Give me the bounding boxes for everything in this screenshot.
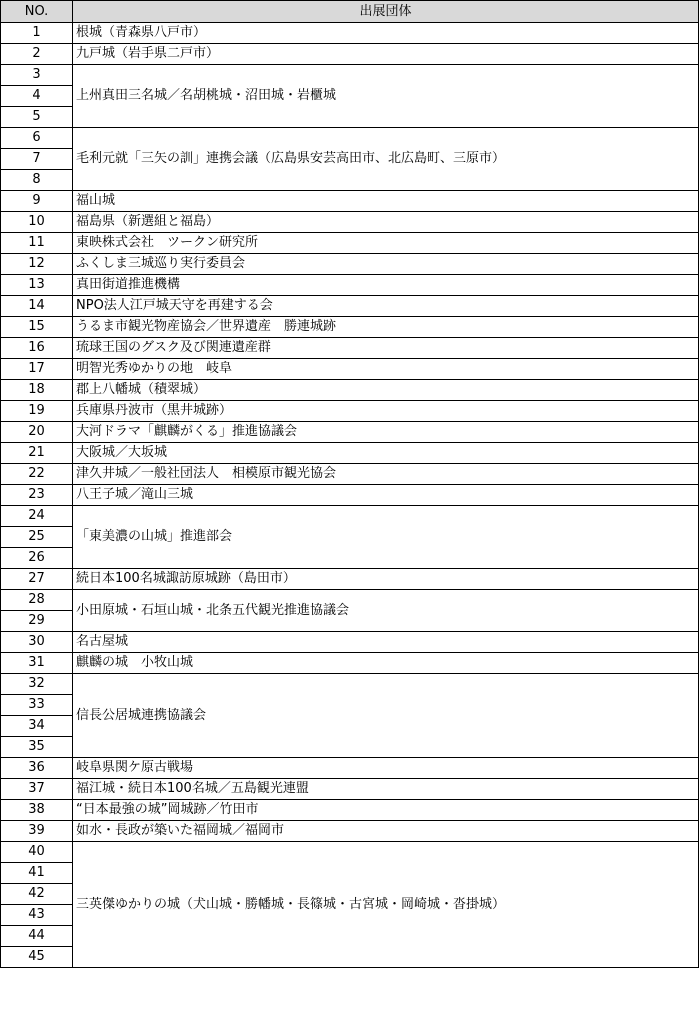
row-number: 15 [1,317,73,338]
row-number: 11 [1,233,73,254]
row-number: 7 [1,149,73,170]
exhibitor-name: うるま市観光物産協会／世界遺産 勝連城跡 [73,317,699,338]
table-row [1,254,699,275]
row-number: 14 [1,296,73,317]
table-row [1,23,699,44]
row-number: 22 [1,464,73,485]
row-number: 26 [1,548,73,569]
table-row [1,485,699,506]
exhibitor-name: 真田街道推進機構 [73,275,699,296]
row-number: 25 [1,527,73,548]
table-row [1,317,699,338]
table-body [1,23,699,968]
row-number: 19 [1,401,73,422]
exhibitor-name: 福江城・続日本100名城／五島観光連盟 [73,779,699,800]
row-number: 10 [1,212,73,233]
exhibitor-name: 津久井城／一般社団法人 相模原市観光協会 [73,464,699,485]
exhibitor-name: 岐阜県関ケ原古戦場 [73,758,699,779]
row-number: 31 [1,653,73,674]
table-row [1,65,699,86]
exhibitor-name: 郡上八幡城（積翠城） [73,380,699,401]
exhibitor-name: NPO法人江戸城天守を再建する会 [73,296,699,317]
row-number: 45 [1,947,73,968]
exhibitor-name: 琉球王国のグスク及び関連遺産群 [73,338,699,359]
row-number: 42 [1,884,73,905]
table-row [1,338,699,359]
exhibitor-name: 毛利元就「三矢の訓」連携会議（広島県安芸高田市、北広島町、三原市） [73,128,699,191]
table-row [1,821,699,842]
row-number: 4 [1,86,73,107]
exhibitor-name: 八王子城／滝山三城 [73,485,699,506]
table-row [1,233,699,254]
row-number: 44 [1,926,73,947]
exhibitor-name: 麒麟の城 小牧山城 [73,653,699,674]
exhibitor-name: 小田原城・石垣山城・北条五代観光推進協議会 [73,590,699,632]
table-row [1,443,699,464]
row-number: 40 [1,842,73,863]
row-number: 33 [1,695,73,716]
table-row [1,842,699,863]
row-number: 34 [1,716,73,737]
row-number: 41 [1,863,73,884]
row-number: 35 [1,737,73,758]
table-row [1,569,699,590]
row-number: 24 [1,506,73,527]
header-row [1,1,699,23]
table-row [1,359,699,380]
table-row [1,212,699,233]
table-row [1,296,699,317]
row-number: 30 [1,632,73,653]
exhibitor-name: 大阪城／大坂城 [73,443,699,464]
row-number: 43 [1,905,73,926]
exhibitor-name: 続日本100名城諏訪原城跡（島田市） [73,569,699,590]
row-number: 9 [1,191,73,212]
exhibitor-name: 明智光秀ゆかりの地 岐阜 [73,359,699,380]
table-row [1,800,699,821]
table-row [1,674,699,695]
row-number: 27 [1,569,73,590]
table-row [1,758,699,779]
exhibitor-name: 上州真田三名城／名胡桃城・沼田城・岩櫃城 [73,65,699,128]
row-number: 18 [1,380,73,401]
row-number: 39 [1,821,73,842]
table-row [1,590,699,611]
exhibitor-name: 信長公居城連携協議会 [73,674,699,758]
row-number: 37 [1,779,73,800]
exhibitor-name: “日本最強の城”岡城跡／竹田市 [73,800,699,821]
exhibitor-name: 大河ドラマ「麒麟がくる」推進協議会 [73,422,699,443]
table-row [1,422,699,443]
table-row [1,128,699,149]
header-no: NO. [1,1,73,23]
row-number: 28 [1,590,73,611]
row-number: 13 [1,275,73,296]
table-row [1,779,699,800]
exhibitor-name: 九戸城（岩手県二戸市） [73,44,699,65]
exhibitor-name: 名古屋城 [73,632,699,653]
table-row [1,401,699,422]
table-row [1,653,699,674]
table-row [1,44,699,65]
row-number: 21 [1,443,73,464]
row-number: 3 [1,65,73,86]
row-number: 12 [1,254,73,275]
row-number: 8 [1,170,73,191]
table-row [1,632,699,653]
exhibitor-name: 根城（青森県八戸市） [73,23,699,44]
row-number: 38 [1,800,73,821]
row-number: 6 [1,128,73,149]
header-exhibitor: 出展団体 [73,1,699,23]
row-number: 2 [1,44,73,65]
exhibitor-name: ふくしま三城巡り実行委員会 [73,254,699,275]
exhibitor-name: 「東美濃の山城」推進部会 [73,506,699,569]
exhibitor-name: 兵庫県丹波市（黒井城跡） [73,401,699,422]
row-number: 23 [1,485,73,506]
exhibitor-name: 福山城 [73,191,699,212]
table-row [1,191,699,212]
row-number: 36 [1,758,73,779]
row-number: 20 [1,422,73,443]
exhibitor-name: 如水・長政が築いた福岡城／福岡市 [73,821,699,842]
row-number: 16 [1,338,73,359]
row-number: 1 [1,23,73,44]
exhibitor-name: 東映株式会社 ツークン研究所 [73,233,699,254]
row-number: 32 [1,674,73,695]
table-row [1,464,699,485]
row-number: 5 [1,107,73,128]
row-number: 29 [1,611,73,632]
table-row [1,275,699,296]
table-row [1,380,699,401]
exhibitor-name: 三英傑ゆかりの城（犬山城・勝幡城・長篠城・古宮城・岡崎城・沓掛城） [73,842,699,968]
exhibitor-name: 福島県（新選組と福島） [73,212,699,233]
row-number: 17 [1,359,73,380]
table-row [1,506,699,527]
